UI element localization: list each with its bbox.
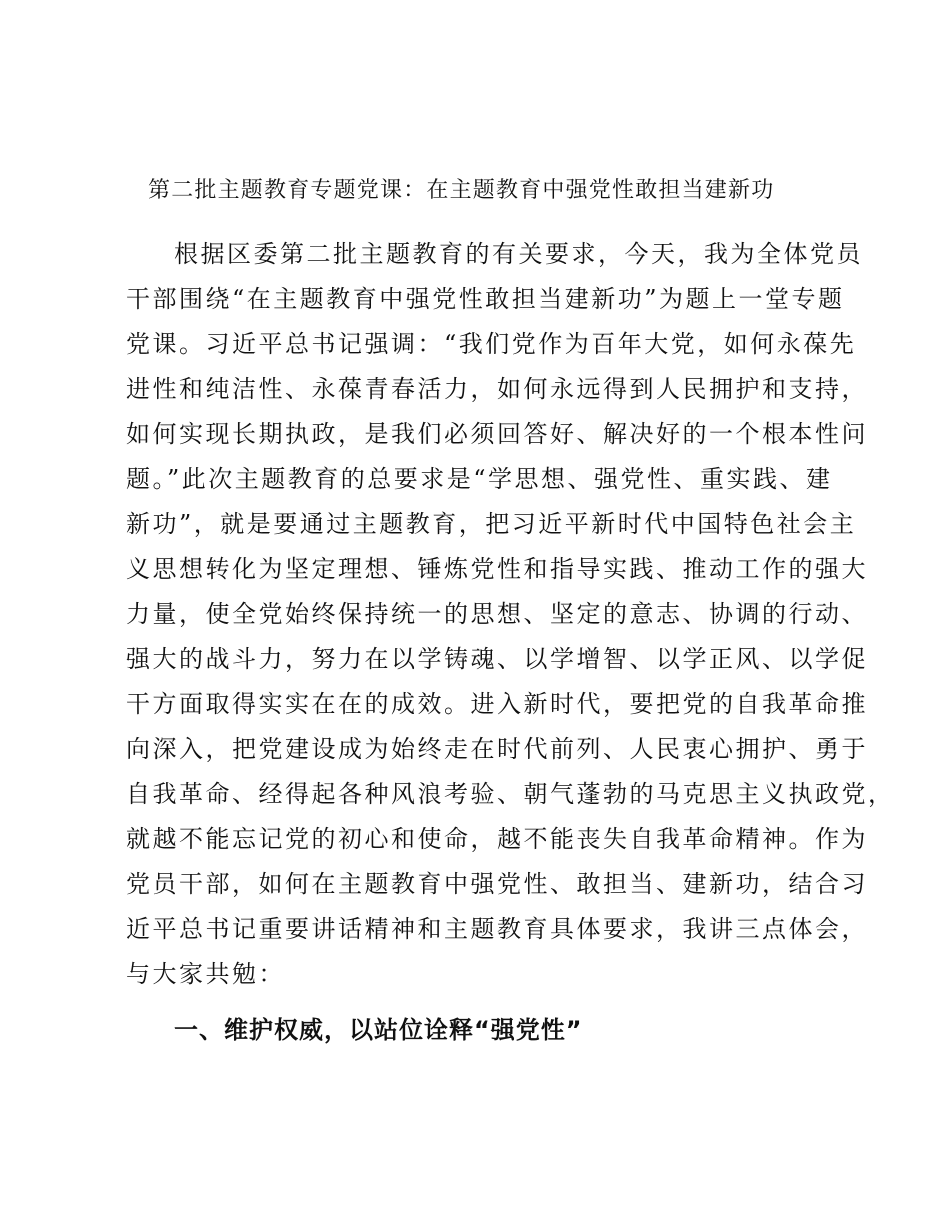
paragraph-line: 干方面取得实实在在的成效。进入新时代，要把党的自我革命推	[126, 690, 868, 718]
paragraph-line: 近平总书记重要讲话精神和主题教育具体要求，我讲三点体会，	[126, 915, 868, 943]
paragraph-line: 党课。习近平总书记强调：“我们党作为百年大党，如何永葆先	[126, 330, 857, 358]
paragraph-line: 向深入，把党建设成为始终走在时代前列、人民衷心拥护、勇于	[126, 735, 868, 763]
paragraph-line: 进性和纯洁性、永葆青春活力，如何永远得到人民拥护和支持，	[126, 375, 868, 403]
paragraph-line: 新功”，就是要通过主题教育，把习近平新时代中国特色社会主	[126, 510, 857, 538]
paragraph-line: 题。”此次主题教育的总要求是“学思想、强党性、重实践、建	[126, 465, 833, 493]
paragraph-line: 自我革命、经得起各种风浪考验、朝气蓬勃的马克思主义执政党，	[126, 780, 895, 808]
paragraph-line: 强大的战斗力，努力在以学铸魂、以学增智、以学正风、以学促	[126, 645, 868, 673]
paragraph-line: 与大家共勉：	[126, 960, 285, 988]
paragraph-line: 干部围绕“在主题教育中强党性敢担当建新功”为题上一堂专题	[126, 285, 845, 313]
section-heading: 一、维护权威，以站位诠释“强党性”	[174, 1016, 583, 1044]
paragraph-line: 义思想转化为坚定理想、锤炼党性和指导实践、推动工作的强大	[126, 555, 868, 583]
paragraph-line: 党员干部，如何在主题教育中强党性、敢担当、建新功，结合习	[126, 870, 868, 898]
paragraph-line: 根据区委第二批主题教育的有关要求，今天，我为全体党员	[174, 240, 863, 268]
paragraph-line: 就越不能忘记党的初心和使命，越不能丧失自我革命精神。作为	[126, 825, 868, 853]
document-title: 第二批主题教育专题党课：在主题教育中强党性敢担当建新功	[148, 178, 775, 203]
paragraph-line: 力量，使全党始终保持统一的思想、坚定的意志、协调的行动、	[126, 600, 868, 628]
paragraph-line: 如何实现长期执政，是我们必须回答好、解决好的一个根本性问	[126, 420, 868, 448]
body-paragraph	[126, 235, 895, 1000]
